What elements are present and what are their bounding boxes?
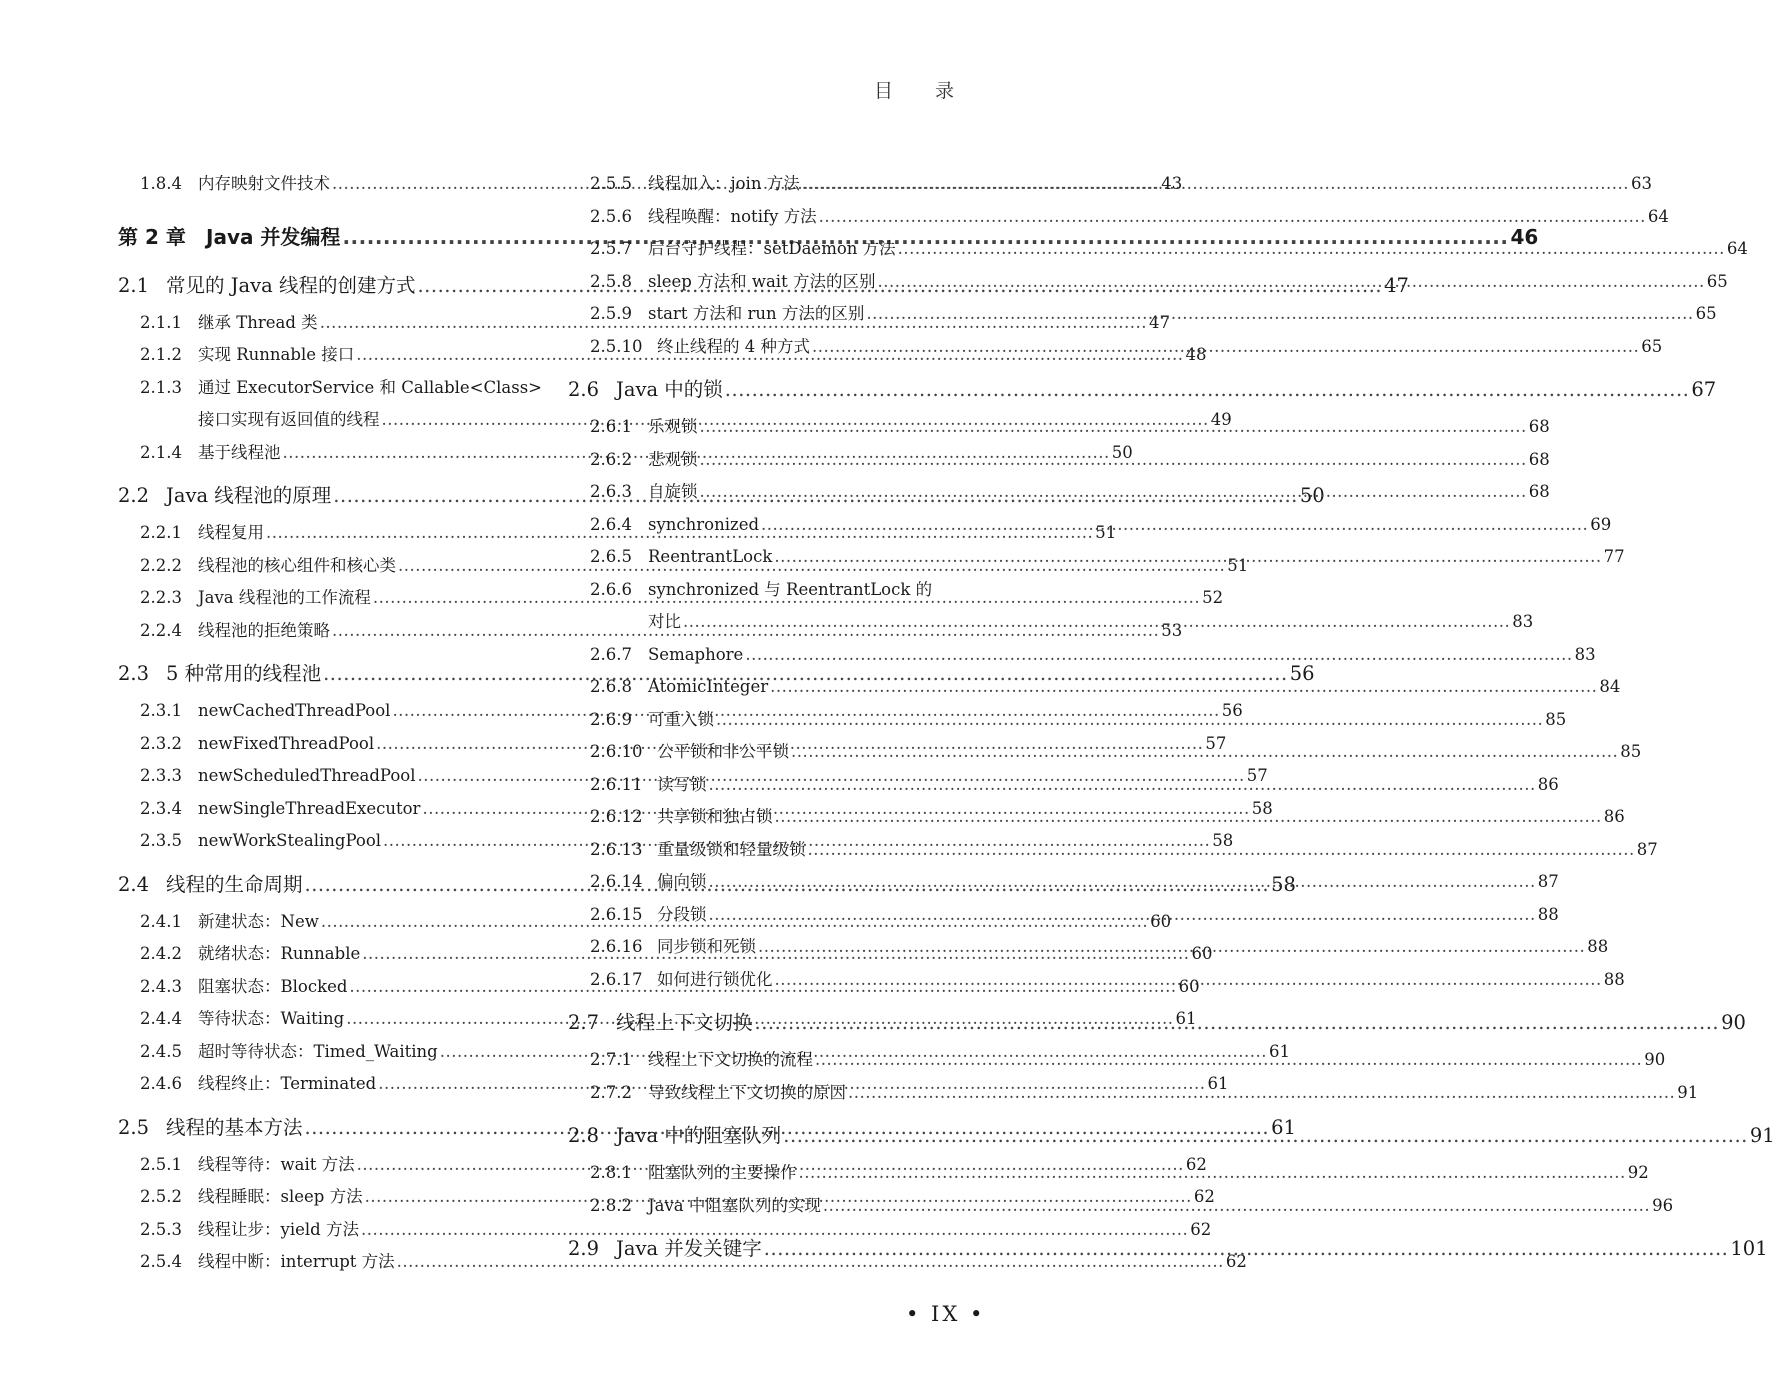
entry-number: 第 2 章: [118, 224, 186, 249]
entry-page: 67: [1691, 378, 1717, 401]
entry-page: 57: [1246, 766, 1268, 785]
entry-number: 2.6.9: [590, 709, 632, 729]
entry-page: 50: [1299, 484, 1325, 507]
entry-page: 85: [1620, 742, 1642, 761]
entry-number: 2.6.6: [590, 579, 632, 599]
entry-title: Java 并发编程: [206, 224, 341, 249]
entry-number: 2.8.2: [590, 1195, 632, 1215]
entry-page: 88: [1537, 904, 1559, 924]
entry-number: 2.1.1: [140, 312, 182, 332]
entry-title: 后台守护线程：setDaemon 方法: [648, 239, 896, 258]
toc-entry-line-1: [118, 372, 543, 405]
entry-page: 61: [1271, 1115, 1296, 1139]
entry-page: 51: [1227, 555, 1249, 575]
entry-title: newCachedThreadPool: [198, 701, 391, 720]
dot-leader: [775, 964, 1602, 997]
entry-title: Semaphore: [648, 644, 744, 664]
entry-page: 65: [1641, 336, 1663, 356]
entry-page: 60: [1178, 976, 1200, 996]
entry-page: 77: [1603, 547, 1625, 566]
dot-leader: [770, 671, 1597, 704]
entry-page: 63: [1630, 174, 1652, 193]
entry-title: 新建状态：New: [198, 911, 319, 931]
entry-number: 2.1.2: [140, 345, 182, 364]
entry-number: 2.4.4: [140, 1009, 182, 1028]
page-number: • IX •: [906, 1302, 986, 1326]
entry-page: 60: [1191, 944, 1213, 963]
dot-leader: [877, 266, 1704, 299]
entry-title: 分段锁: [657, 904, 707, 924]
entry-title: Java 中的锁: [616, 378, 723, 401]
entry-page: 90: [1721, 1011, 1746, 1034]
entry-number: 2.4.3: [140, 976, 182, 996]
entry-number: 2.6.13: [590, 839, 643, 859]
entry-page: 91: [1677, 1082, 1699, 1102]
dot-leader: [709, 866, 1536, 899]
entry-number: 2.4.5: [140, 1041, 182, 1061]
entry-title: 读写锁: [657, 774, 707, 794]
entry-title: 线程终止：Terminated: [198, 1074, 377, 1093]
entry-page: 83: [1512, 612, 1534, 631]
entry-page: 83: [1574, 644, 1596, 664]
entry-page: 86: [1537, 774, 1559, 794]
running-header: 目 录: [873, 80, 972, 102]
toc-entry-line-1: [568, 574, 972, 607]
dot-leader: [808, 834, 1635, 867]
entry-page: 85: [1545, 709, 1567, 729]
entry-title: 如何进行锁优化: [657, 969, 773, 989]
entry-page: 64: [1726, 239, 1748, 258]
entry-page: 88: [1603, 969, 1625, 989]
entry-number: 2.3: [118, 662, 150, 685]
entry-title: 常见的 Java 线程的创建方式: [166, 273, 416, 297]
entry-number: 2.5: [118, 1115, 150, 1139]
dot-leader: [745, 639, 1572, 672]
entry-number: 2.3.1: [140, 701, 182, 720]
entry-number: 2.5.6: [590, 206, 632, 226]
entry-number: 2.6.10: [590, 742, 643, 761]
entry-number: 2.2.3: [140, 588, 182, 607]
entry-number: 2.4: [118, 872, 150, 896]
entry-page: 43: [1161, 174, 1183, 193]
dot-leader: [866, 298, 1693, 331]
entry-title: 超时等待状态：Timed_Waiting: [198, 1041, 438, 1061]
entry-number: 2.6.12: [590, 807, 643, 826]
entry-page: 62: [1225, 1252, 1247, 1271]
toc-subsection[interactable]: [118, 1214, 1212, 1247]
entry-page: 84: [1599, 677, 1621, 696]
entry-title: 共享锁和独占锁: [657, 807, 773, 826]
entry-title: 线程上下文切换: [616, 1011, 753, 1034]
entry-page: 60: [1150, 911, 1172, 931]
entry-number: 2.5.8: [590, 271, 632, 291]
entry-number: 2.1: [118, 273, 150, 297]
entry-title: sleep 方法和 wait 方法的区别: [648, 271, 876, 291]
entry-number: 2.7.2: [590, 1082, 632, 1102]
entry-page: 64: [1647, 206, 1669, 226]
dot-leader: [709, 899, 1536, 932]
entry-number: 2.6.14: [590, 872, 643, 891]
dot-leader: [683, 606, 1510, 639]
entry-number: 2.4.1: [140, 911, 182, 931]
entry-number: 2.3.3: [140, 766, 182, 785]
entry-number: 2.4.6: [140, 1074, 182, 1093]
entry-title: 线程加入：join 方法: [648, 174, 800, 193]
entry-number: 2.5.2: [140, 1187, 182, 1206]
entry-number: 2.5.3: [140, 1219, 182, 1239]
entry-page: 48: [1185, 345, 1207, 364]
entry-page: 68: [1528, 482, 1550, 501]
entry-page: 50: [1111, 442, 1133, 462]
entry-page: 68: [1528, 449, 1550, 469]
dot-leader: [898, 233, 1725, 266]
dot-leader: [761, 509, 1588, 542]
entry-number: 2.7.1: [590, 1050, 632, 1069]
entry-number: 2.5.5: [590, 174, 632, 193]
entry-page: 65: [1706, 271, 1728, 291]
entry-page: 62: [1190, 1219, 1212, 1239]
entry-page: 58: [1251, 798, 1273, 818]
entry-title: newWorkStealingPool: [198, 831, 382, 850]
entry-title: synchronized: [648, 514, 760, 534]
dot-leader: [775, 801, 1602, 834]
entry-number: 2.6.3: [590, 482, 632, 501]
entry-title: Java 中阻塞队列的实现: [648, 1195, 821, 1215]
entry-page: 58: [1212, 831, 1234, 850]
entry-title: 线程的生命周期: [166, 872, 303, 896]
entry-title-continued: 对比: [648, 612, 681, 631]
entry-number: 2.6.8: [590, 677, 632, 696]
toc-subsection[interactable]: [568, 201, 1669, 234]
entry-page: 56: [1289, 662, 1315, 685]
entry-page: 47: [1384, 273, 1409, 297]
entry-number: 2.5.9: [590, 304, 632, 323]
entry-title: Java 线程池的原理: [166, 484, 332, 507]
entry-title: 线程复用: [198, 523, 264, 542]
entry-page: 65: [1695, 304, 1717, 323]
dot-leader: [815, 1044, 1642, 1077]
entry-number: 2.1.4: [140, 442, 182, 462]
entry-number: 2.6.15: [590, 904, 643, 924]
entry-page: 90: [1644, 1050, 1666, 1069]
entry-number: 2.2.1: [140, 523, 182, 542]
entry-page: 96: [1652, 1195, 1674, 1215]
entry-number: 2.5.1: [140, 1154, 182, 1174]
entry-title: 乐观锁: [648, 417, 698, 436]
entry-page: 87: [1537, 872, 1559, 891]
dot-leader: [799, 1157, 1626, 1190]
entry-number: 2.6.11: [590, 774, 643, 794]
entry-title: Java 中的阻塞队列: [616, 1124, 782, 1147]
entry-page: 91: [1749, 1124, 1775, 1147]
entry-title: AtomicInteger: [648, 677, 769, 696]
entry-number: 2.3.5: [140, 831, 182, 850]
entry-title: 线程唤醒：notify 方法: [648, 206, 817, 226]
entry-title: 内存映射文件技术: [198, 174, 330, 193]
entry-number: 2.8.1: [590, 1163, 632, 1182]
toc-subsection[interactable]: [568, 639, 1596, 672]
entry-page: 46: [1510, 224, 1539, 249]
dot-leader: [716, 704, 1543, 737]
entry-title: 就绪状态：Runnable: [198, 944, 361, 963]
entry-number: 1.8.4: [140, 174, 182, 193]
entry-title: newScheduledThreadPool: [198, 766, 416, 785]
dot-leader: [791, 736, 1618, 769]
dot-leader: [758, 931, 1585, 964]
entry-title: 自旋锁: [648, 482, 698, 501]
entry-page: 87: [1636, 839, 1658, 859]
entry-number: 2.6.7: [590, 644, 632, 664]
dot-leader: [764, 1228, 1729, 1270]
entry-number: 2.5.10: [590, 336, 643, 356]
entry-page: 86: [1603, 807, 1625, 826]
entry-number: 2.1.3: [140, 377, 182, 397]
entry-number: 2.2.4: [140, 620, 182, 640]
entry-page: 56: [1221, 701, 1243, 720]
entry-page: 61: [1207, 1074, 1229, 1093]
entry-title: 继承 Thread 类: [198, 312, 318, 332]
entry-title: 线程等待：wait 方法: [198, 1154, 355, 1174]
entry-title: 基于线程池: [198, 442, 281, 462]
entry-title: 等待状态：Waiting: [198, 1009, 345, 1028]
dot-leader: [700, 476, 1527, 509]
dot-leader: [755, 1002, 1720, 1044]
entry-title: 线程睡眠：sleep 方法: [198, 1187, 363, 1206]
dot-leader: [774, 541, 1601, 574]
entry-page: 88: [1587, 937, 1609, 956]
entry-title: 实现 Runnable 接口: [198, 345, 355, 364]
entry-number: 2.6.2: [590, 449, 632, 469]
entry-page: 68: [1528, 417, 1550, 436]
entry-title: Java 并发关键字: [616, 1237, 762, 1260]
entry-title: 偏向锁: [657, 872, 707, 891]
entry-title: 5 种常用的线程池: [166, 662, 322, 685]
entry-title: 线程池的核心组件和核心类: [198, 555, 396, 575]
entry-title: ReentrantLock: [648, 547, 773, 566]
entry-page: 53: [1161, 620, 1183, 640]
entry-number: 2.6.16: [590, 937, 643, 956]
entry-title-continued: 接口实现有返回值的线程: [198, 410, 380, 429]
entry-number: 2.5.7: [590, 239, 632, 258]
toc-section[interactable]: [568, 369, 1717, 411]
entry-title: 悲观锁: [648, 449, 698, 469]
entry-title: 终止线程的 4 种方式: [657, 336, 810, 356]
entry-title: 线程的基本方法: [166, 1115, 303, 1139]
dot-leader: [700, 444, 1527, 477]
entry-title: 通过 ExecutorService 和 Callable<Class>: [198, 377, 543, 397]
entry-title: 线程池的拒绝策略: [198, 620, 330, 640]
entry-page: 51: [1095, 523, 1117, 542]
entry-number: 2.3.4: [140, 798, 182, 818]
entry-title: 重量级锁和轻量级锁: [657, 839, 806, 859]
entry-title: 公平锁和非公平锁: [657, 742, 789, 761]
entry-title: newFixedThreadPool: [198, 733, 375, 753]
entry-title: synchronized 与 ReentrantLock 的: [648, 579, 933, 599]
dot-leader: [823, 1190, 1650, 1223]
entry-title: 阻塞状态：Blocked: [198, 976, 348, 996]
entry-page: 47: [1148, 312, 1170, 332]
entry-title: 阻塞队列的主要操作: [648, 1163, 797, 1182]
dot-leader: [848, 1077, 1675, 1110]
entry-page: 58: [1271, 872, 1296, 896]
entry-number: 2.6.5: [590, 547, 632, 566]
entry-number: 2.2: [118, 484, 150, 507]
entry-title: start 方法和 run 方法的区别: [648, 304, 865, 323]
dot-leader: [783, 1115, 1748, 1157]
entry-number: 2.4.2: [140, 944, 182, 963]
entry-title: Java 线程池的工作流程: [198, 588, 371, 607]
entry-number: 2.5.4: [140, 1252, 182, 1271]
entry-page: 61: [1175, 1009, 1197, 1028]
entry-page: 52: [1202, 588, 1224, 607]
entry-number: 2.6.17: [590, 969, 643, 989]
entry-number: 2.8: [568, 1124, 600, 1147]
entry-number: 2.6: [568, 378, 600, 401]
entry-page: 62: [1193, 1187, 1215, 1206]
entry-title: 线程让步：yield 方法: [198, 1219, 359, 1239]
dot-leader: [709, 769, 1536, 802]
entry-title: 导致线程上下文切换的原因: [648, 1082, 846, 1102]
dot-leader: [700, 411, 1527, 444]
entry-page: 101: [1730, 1237, 1768, 1260]
entry-page: 57: [1205, 733, 1227, 753]
entry-page: 49: [1210, 410, 1232, 429]
entry-page: 61: [1269, 1041, 1291, 1061]
entry-title: 线程中断：interrupt 方法: [198, 1252, 395, 1271]
entry-number: 2.9: [568, 1237, 600, 1260]
entry-number: 2.7: [568, 1011, 600, 1034]
entry-number: 2.6.1: [590, 417, 632, 436]
entry-number: 2.3.2: [140, 733, 182, 753]
entry-title: 可重入锁: [648, 709, 714, 729]
dot-leader: [819, 201, 1646, 234]
entry-title: 线程上下文切换的流程: [648, 1050, 813, 1069]
dot-leader: [812, 331, 1639, 364]
dot-leader: [802, 168, 1629, 201]
entry-title: newSingleThreadExecutor: [198, 798, 421, 818]
entry-title: 同步锁和死锁: [657, 937, 756, 956]
dot-leader: [725, 369, 1690, 411]
entry-page: 69: [1590, 514, 1612, 534]
entry-number: 2.2.2: [140, 555, 182, 575]
entry-page: 62: [1185, 1154, 1207, 1174]
entry-number: 2.6.4: [590, 514, 632, 534]
entry-page: 92: [1627, 1163, 1649, 1182]
